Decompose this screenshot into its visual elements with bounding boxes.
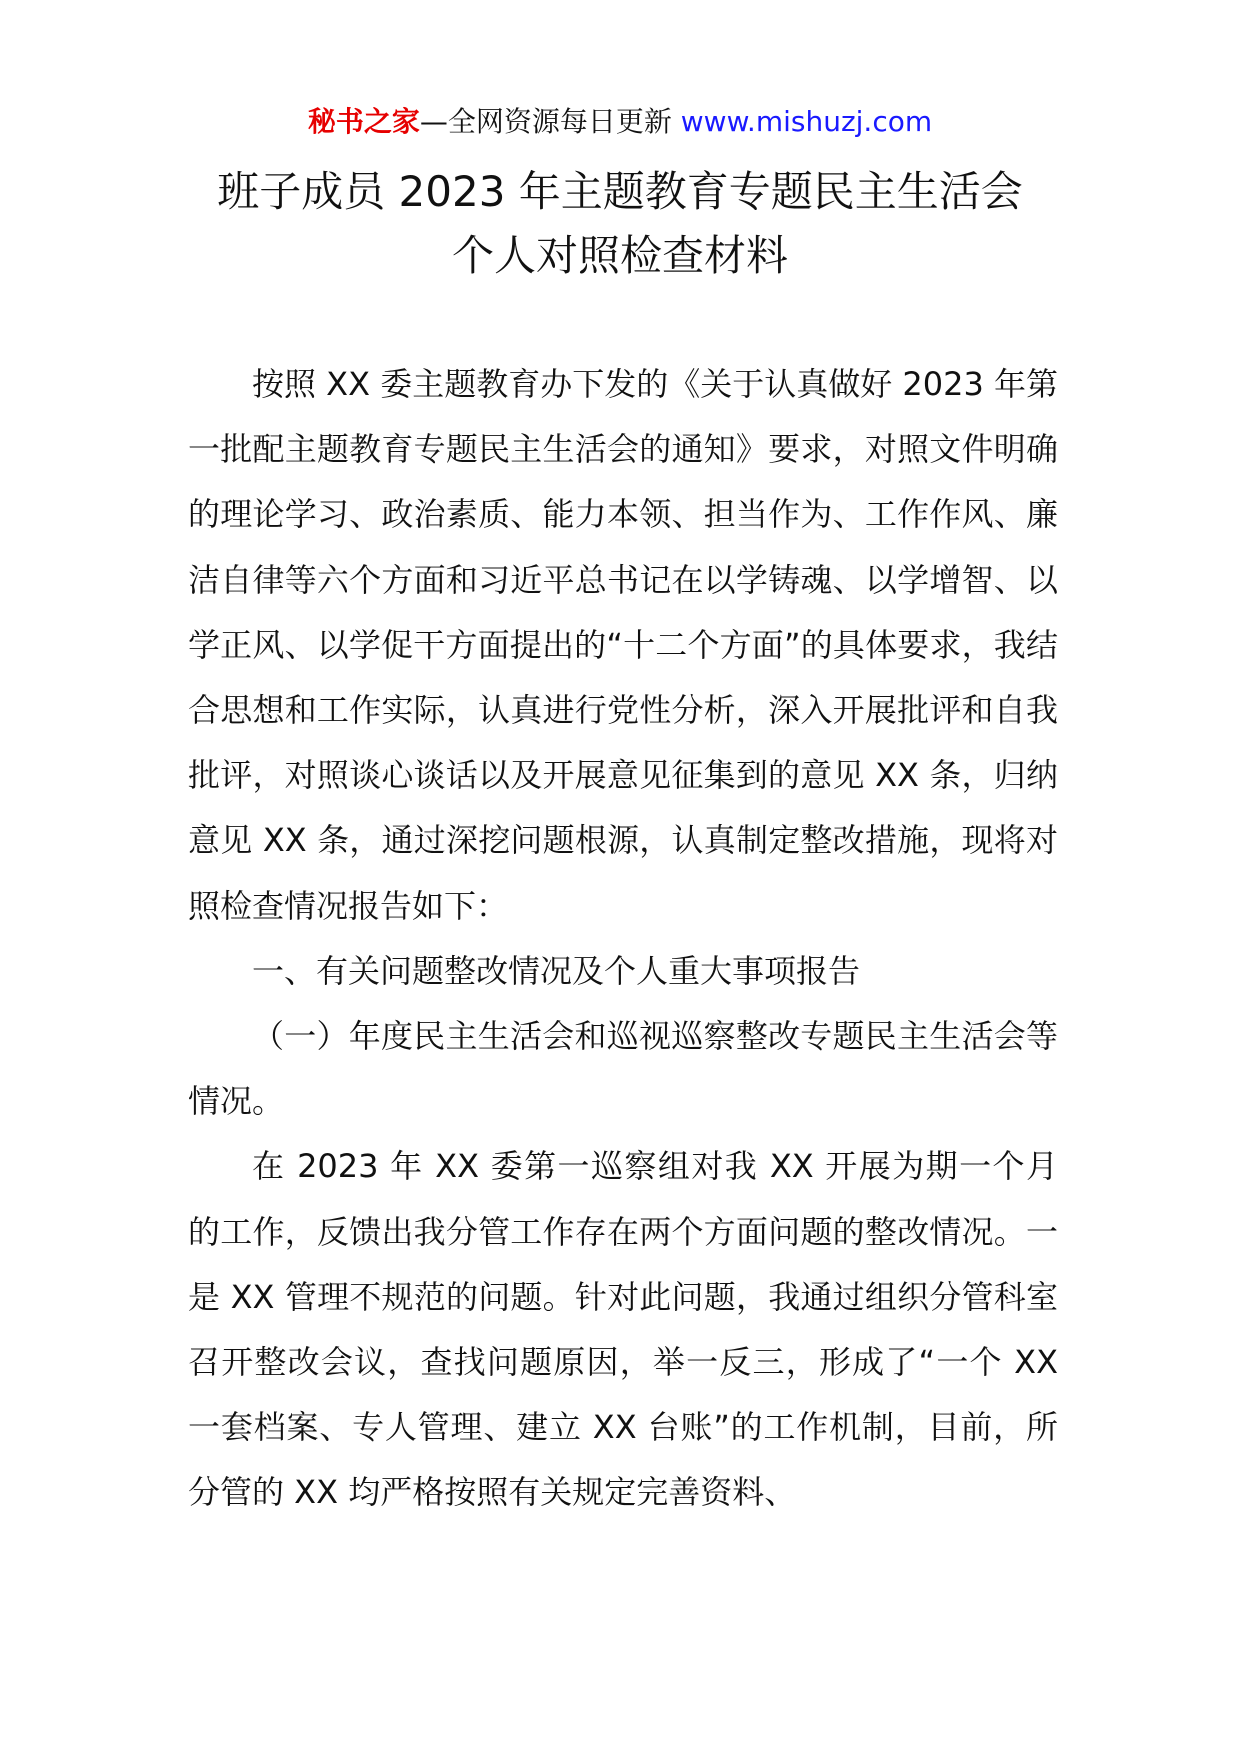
document-body	[188, 352, 1058, 1526]
header-tagline: —全网资源每日更新	[419, 105, 681, 138]
section-heading-1: 一、有关问题整改情况及个人重大事项报告	[252, 951, 861, 990]
document-title	[0, 160, 1240, 288]
body-paragraph: 在 2023 年 XX 委第一巡察组对我 XX 开展为期一个月的工作，反馈出我分管工作存在两个方面问题的整改情况。一是 XX 管理不规范的问题。针对此问题，我通过组织分管科室召开整改会议，查找问题原因，举一反三，形成了“一个 XX 一套档案、专人管理、建立 XX 台账”的工作机制，目前，所分管的 XX 均严格按照有关规定完善资料、	[188, 1147, 1058, 1512]
intro-paragraph: 按照 XX 委主题教育办下发的《关于认真做好 2023 年第一批配主题教育专题民主生活会的通知》要求，对照文件明确的理论学习、政治素质、能力本领、担当作为、工作作风、廉洁自律等六个方面和习近平总书记在以学铸魂、以学增智、以学正风、以学促干方面提出的“十二个方面”的具体要求，我结合思想和工作实际，认真进行党性分析，深入开展批评和自我批评，对照谈心谈话以及开展意见征集到的意见 XX 条，归纳意见 XX 条，通过深挖问题根源，认真制定整改措施，现将对照检查情况报告如下：	[188, 365, 1058, 925]
subsection-heading-1: （一）年度民主生活会和巡视巡察整改专题民主生活会等情况。	[188, 1017, 1058, 1121]
site-url-link[interactable]: www.mishuzj.com	[680, 105, 933, 138]
title-line-2: 个人对照检查材料	[451, 231, 788, 280]
site-header	[0, 102, 1240, 142]
title-line-1: 班子成员 2023 年主题教育专题民主生活会	[217, 167, 1023, 216]
brand-name: 秘书之家	[307, 105, 420, 138]
